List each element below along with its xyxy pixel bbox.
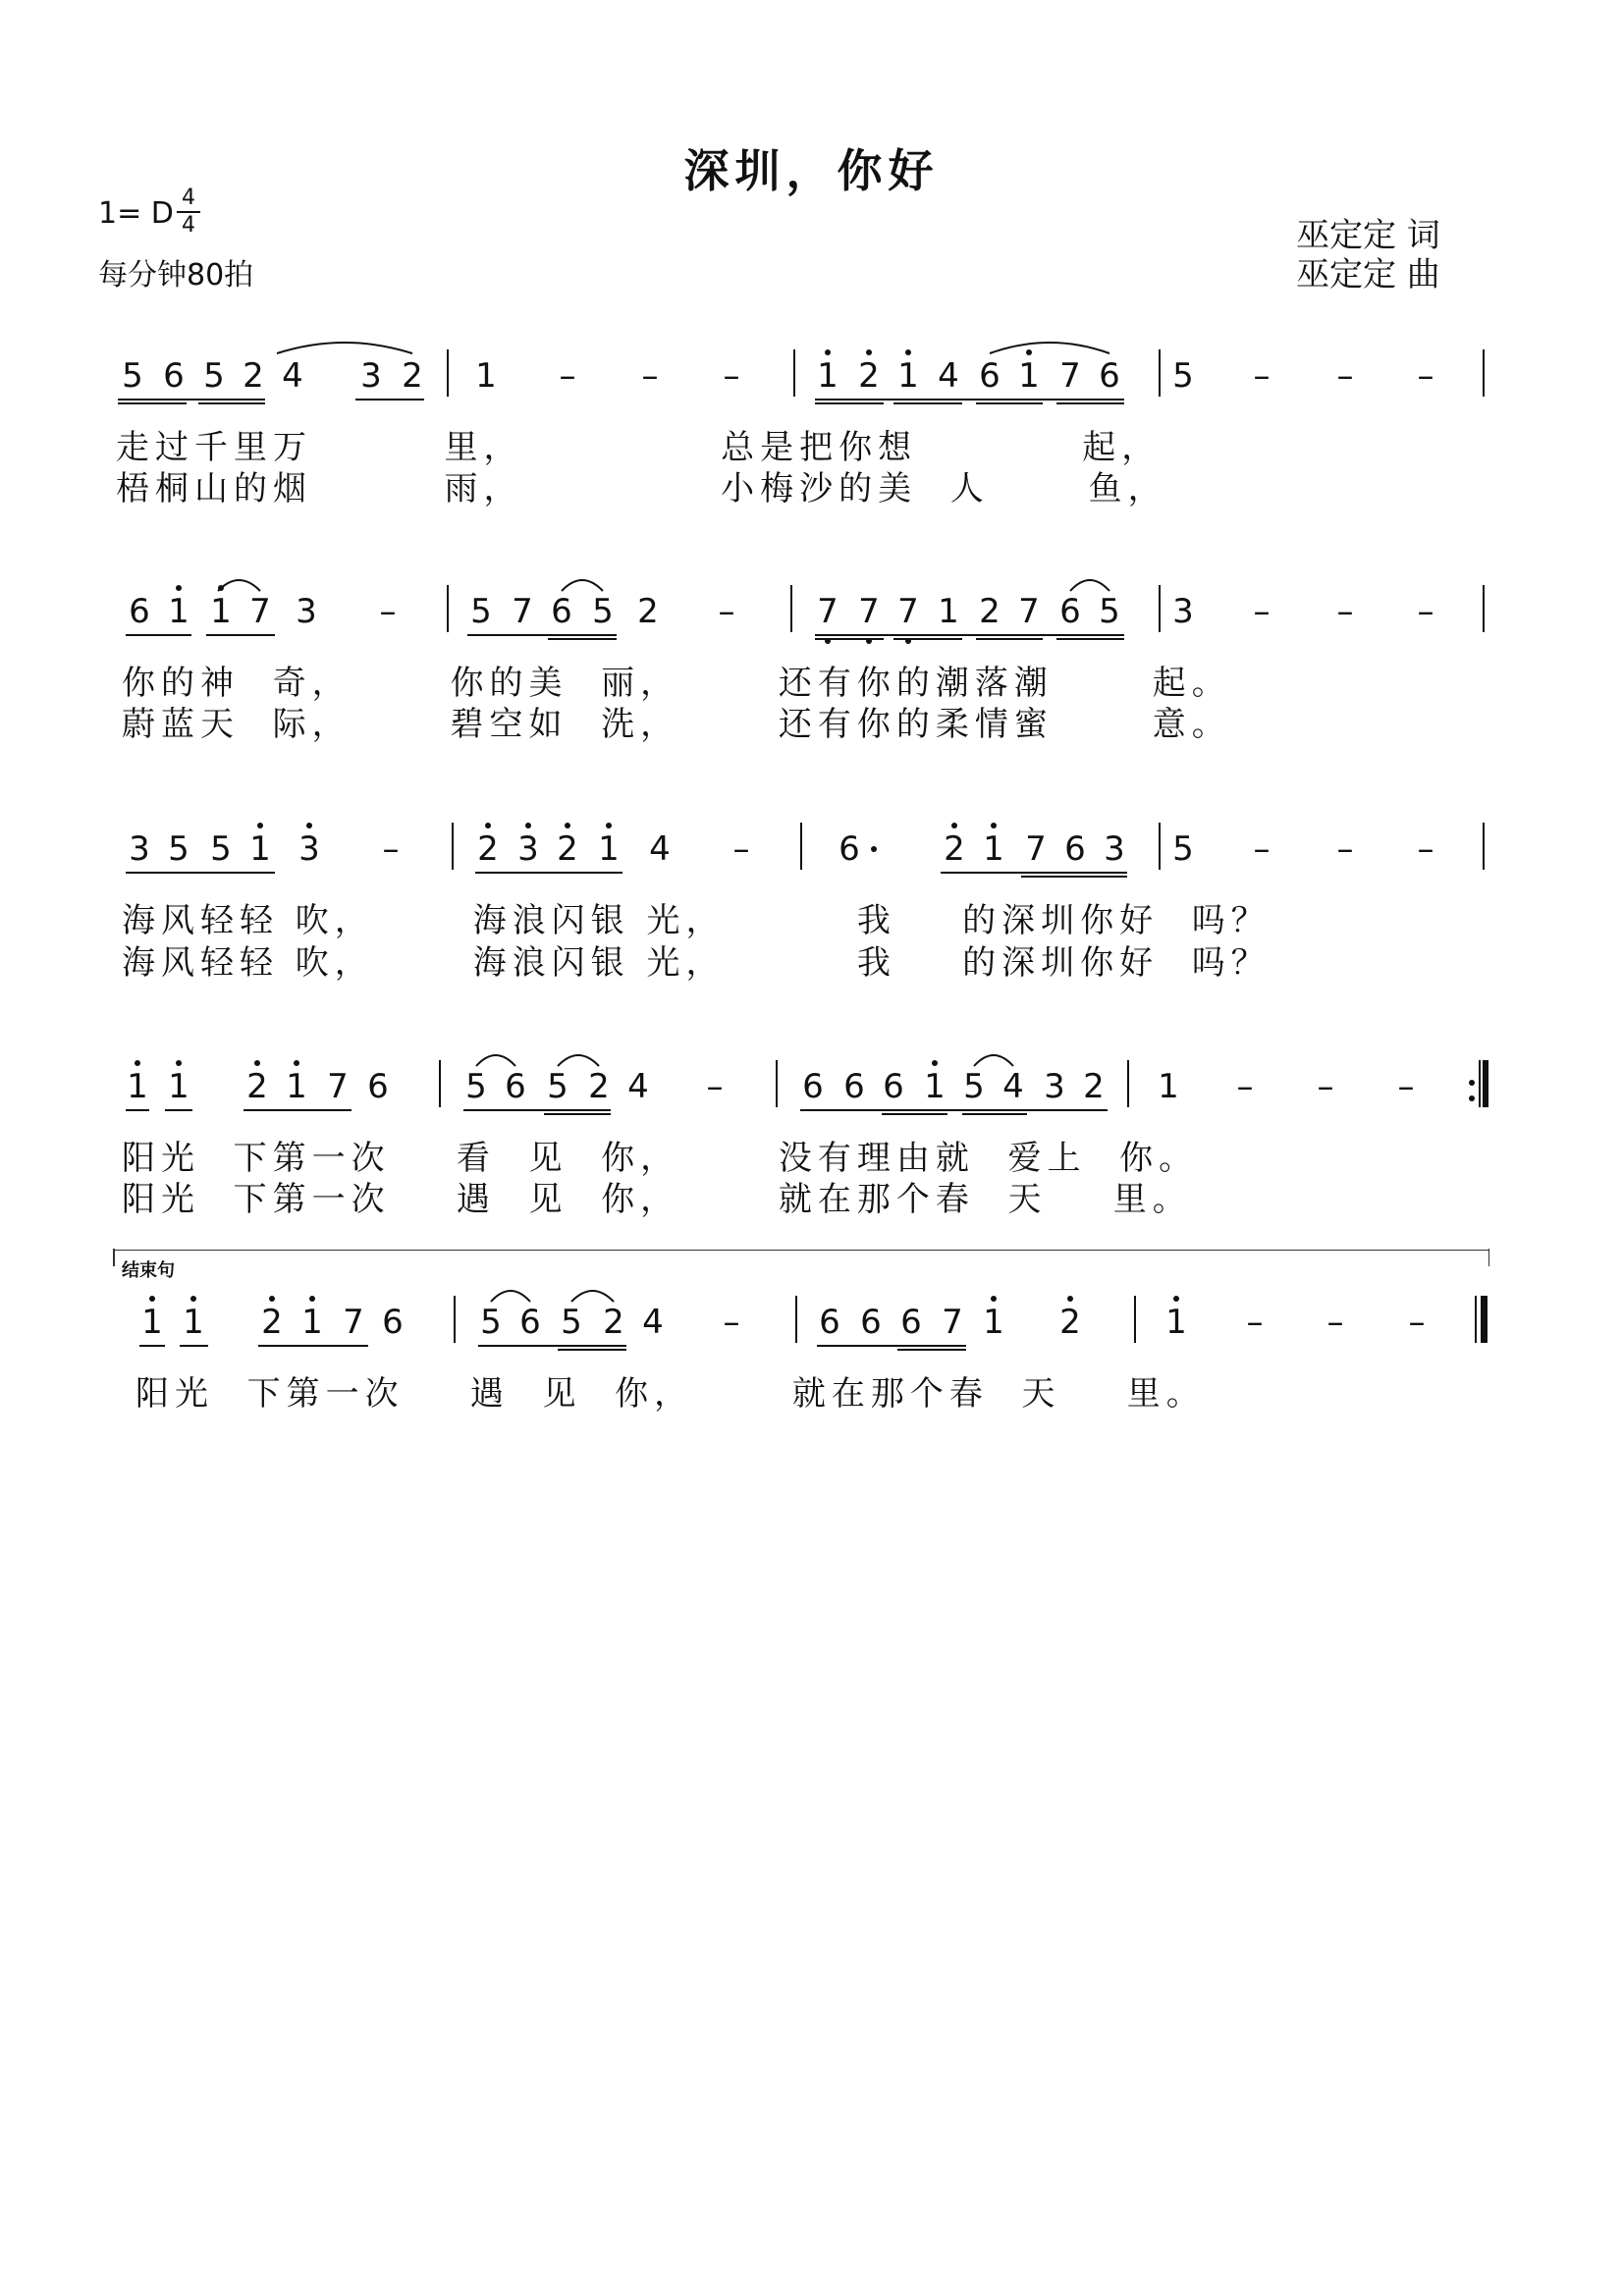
octave-dot (485, 823, 491, 828)
underline-beam (118, 402, 187, 404)
jianpu-note: 5 (561, 1303, 582, 1342)
jianpu-note: – (1236, 1067, 1254, 1106)
underline-beam (198, 402, 265, 404)
jianpu-note: 3 (129, 829, 150, 869)
jianpu-note: 6 (860, 1303, 882, 1342)
jianpu-note: 6 (505, 1067, 526, 1106)
jianpu-note: 7 (249, 592, 271, 631)
octave-dot (257, 823, 263, 828)
page-title: 深圳，你好 (683, 144, 940, 197)
jianpu-note: 3 (298, 829, 320, 869)
jianpu-note: 3 (296, 592, 317, 631)
jianpu-note: 1 (598, 829, 620, 869)
underline-beam (815, 638, 884, 640)
jianpu-note: – (1253, 829, 1271, 869)
barline (1159, 823, 1161, 870)
barline (790, 585, 792, 632)
lyric-line: 阳光 下第一次 遇 见 你， 就在那个春 天 里。 (135, 1374, 1206, 1414)
jianpu-note: – (718, 592, 735, 631)
jianpu-note: 5 (168, 829, 189, 869)
jianpu-note: 7 (1025, 829, 1047, 869)
underline-beam (1056, 638, 1124, 640)
jianpu-note: 5 (480, 1303, 502, 1342)
octave-dot (905, 349, 911, 355)
jianpu-note: 1 (141, 1303, 163, 1342)
jianpu-note: 3 (1044, 1067, 1065, 1106)
jianpu-note: 5 (1172, 356, 1194, 396)
underline-beam (544, 1113, 611, 1115)
underline-beam (882, 1113, 947, 1115)
jianpu-note: 4 (627, 1067, 649, 1106)
tempo-marking: 每分钟80拍 (98, 258, 254, 293)
jianpu-note: 1 (183, 1303, 204, 1342)
slur (990, 338, 1109, 355)
barline (1159, 585, 1161, 632)
octave-dot (951, 823, 957, 828)
jianpu-note: 2 (858, 356, 880, 396)
jianpu-note: 5 (963, 1067, 985, 1106)
jianpu-note: 7 (327, 1067, 349, 1106)
lyricist-credit: 巫定定 词 (1296, 216, 1440, 255)
barline (1483, 823, 1485, 870)
barline (447, 349, 449, 397)
jianpu-note: 7 (858, 592, 880, 631)
jianpu-note: – (1246, 1303, 1264, 1342)
jianpu-note: 6 (129, 592, 150, 631)
jianpu-note: 5 (1099, 592, 1120, 631)
barline (1475, 1296, 1477, 1343)
slur (491, 1286, 530, 1304)
jianpu-note: 5 (547, 1067, 568, 1106)
underline-beam (897, 1349, 966, 1351)
lyric-line: 阳光 下第一次 遇 见 你， 就在那个春 天 里。 (122, 1180, 1192, 1219)
jianpu-note: 6 (367, 1067, 389, 1106)
octave-dot (176, 1060, 182, 1066)
barline (439, 1060, 441, 1107)
jianpu-note: 6 (979, 356, 1001, 396)
jianpu-note: – (732, 829, 750, 869)
lyric-line: 蔚蓝天 际， 碧空如 洗， 还有你的柔情蜜 意。 (122, 705, 1231, 744)
octave-dot (294, 1060, 299, 1066)
underline-beam (126, 1109, 149, 1111)
jianpu-note: 2 (637, 592, 659, 631)
jianpu-note: 6 (551, 592, 572, 631)
time-signature-top: 4 (182, 186, 195, 210)
jianpu-note: 2 (402, 356, 423, 396)
underline-beam (206, 634, 275, 636)
octave-dot (149, 1296, 155, 1302)
final-barline (1481, 1296, 1488, 1343)
barline (776, 1060, 778, 1107)
jianpu-note: 1 (1018, 356, 1040, 396)
octave-dot (866, 349, 872, 355)
time-signature (177, 187, 200, 238)
jianpu-note: – (1417, 829, 1434, 869)
lyric-line: 阳光 下第一次 看 见 你， 没有理由就 爱上 你。 (122, 1139, 1199, 1178)
underline-beam (1056, 402, 1124, 404)
augmentation-dot (871, 846, 877, 852)
jianpu-note: 7 (1059, 356, 1081, 396)
underline-beam (180, 1345, 208, 1347)
underline-beam (478, 1345, 626, 1347)
jianpu-note: 6 (900, 1303, 922, 1342)
jianpu-note: 1 (168, 592, 189, 631)
jianpu-note: 2 (246, 1067, 268, 1106)
jianpu-note: 1 (301, 1303, 323, 1342)
jianpu-note: 1 (817, 356, 839, 396)
barline (454, 1296, 456, 1343)
jianpu-note: 1 (210, 592, 232, 631)
jianpu-note: 1 (286, 1067, 307, 1106)
jianpu-note: – (706, 1067, 724, 1106)
slur (571, 1286, 614, 1304)
jianpu-note: 4 (1002, 1067, 1024, 1106)
jianpu-note: 6 (802, 1067, 824, 1106)
jianpu-note: 2 (603, 1303, 624, 1342)
jianpu-note: 1 (924, 1067, 946, 1106)
jianpu-note: 7 (897, 592, 919, 631)
underline-beam (1021, 876, 1127, 878)
underline-beam (893, 402, 962, 404)
underline-beam (475, 872, 622, 874)
repeat-dot (1469, 1095, 1475, 1101)
jianpu-note: 1 (938, 592, 959, 631)
octave-dot (525, 823, 531, 828)
jianpu-note: – (1253, 356, 1271, 396)
jianpu-note: 4 (938, 356, 959, 396)
jianpu-note: 4 (649, 829, 671, 869)
jianpu-note: 5 (203, 356, 225, 396)
lyric-line: 海风轻轻 吹， 海浪闪银 光， 我 的深圳你好 吗？ (122, 901, 1271, 940)
jianpu-note: 6 (819, 1303, 840, 1342)
barline (1159, 349, 1161, 397)
jianpu-note: 2 (944, 829, 965, 869)
jianpu-note: 1 (475, 356, 497, 396)
octave-dot (309, 1296, 315, 1302)
jianpu-note: – (1326, 1303, 1344, 1342)
barline (452, 823, 454, 870)
ending-label: 结束句 (122, 1260, 175, 1281)
barline (1483, 585, 1485, 632)
underline-beam (243, 1109, 352, 1111)
jianpu-note: 6 (519, 1303, 541, 1342)
octave-dot (932, 1060, 938, 1066)
jianpu-note: – (1336, 829, 1354, 869)
octave-dot (606, 823, 612, 828)
underline-beam (893, 638, 962, 640)
jianpu-note: 1 (983, 1303, 1004, 1342)
barline (447, 585, 449, 632)
jianpu-note: 1 (168, 1067, 189, 1106)
underline-beam (976, 402, 1043, 404)
slur (974, 1050, 1013, 1068)
octave-dot (991, 1296, 997, 1302)
jianpu-note: 3 (1104, 829, 1125, 869)
jianpu-note: 2 (477, 829, 499, 869)
underline-beam (976, 638, 1043, 640)
jianpu-note: – (1408, 1303, 1426, 1342)
jianpu-note: 3 (1172, 592, 1194, 631)
slur (1070, 575, 1109, 593)
jianpu-note: – (382, 829, 400, 869)
jianpu-note: – (1336, 592, 1354, 631)
jianpu-note: 1 (1158, 1067, 1179, 1106)
jianpu-note: 2 (243, 356, 264, 396)
slur (558, 1050, 599, 1068)
underline-beam (815, 399, 1124, 400)
underline-beam (165, 1109, 192, 1111)
octave-dot (190, 1296, 196, 1302)
octave-dot (565, 823, 570, 828)
underline-beam (139, 1345, 165, 1347)
repeat-dot (1469, 1080, 1475, 1086)
barline (1127, 1060, 1129, 1107)
octave-dot (306, 823, 312, 828)
lyric-line: 你的神 奇， 你的美 丽， 还有你的潮落潮 起。 (122, 664, 1231, 703)
jianpu-note: 6 (382, 1303, 404, 1342)
slur (277, 338, 412, 355)
jianpu-note: – (1417, 356, 1434, 396)
jianpu-note: 6 (1059, 592, 1081, 631)
slur (476, 1050, 515, 1068)
jianpu-note: – (1317, 1067, 1334, 1106)
jianpu-note: 6 (883, 1067, 904, 1106)
barline (793, 349, 795, 397)
lyric-line: 梧桐山的烟 雨， 小梅沙的美 人 鱼， (116, 469, 1167, 508)
jianpu-note: 5 (122, 356, 143, 396)
composer-credit: 巫定定 曲 (1296, 255, 1440, 294)
octave-dot (269, 1296, 275, 1302)
jianpu-note: 6 (163, 356, 185, 396)
jianpu-note: 2 (1083, 1067, 1105, 1106)
underline-beam (463, 1109, 611, 1111)
octave-dot (825, 349, 831, 355)
barline (1479, 1060, 1481, 1107)
underline-beam (941, 872, 1127, 874)
barline (1483, 349, 1485, 397)
underline-beam (817, 1345, 966, 1347)
jianpu-note: 1 (983, 829, 1004, 869)
slur (562, 575, 603, 593)
jianpu-note: 7 (942, 1303, 963, 1342)
jianpu-note: 2 (588, 1067, 610, 1106)
jianpu-note: 3 (360, 356, 382, 396)
jianpu-note: 2 (261, 1303, 283, 1342)
jianpu-note: 2 (1059, 1303, 1081, 1342)
jianpu-note: 2 (979, 592, 1001, 631)
underline-beam (126, 872, 275, 874)
jianpu-note: – (641, 356, 659, 396)
jianpu-note: 5 (592, 592, 614, 631)
underline-beam (800, 1109, 1108, 1111)
jianpu-note: 6 (839, 829, 860, 869)
underline-beam (815, 402, 884, 404)
jianpu-note: 1 (127, 1067, 148, 1106)
barline (1134, 1296, 1136, 1343)
jianpu-note: – (559, 356, 576, 396)
jianpu-note: 7 (817, 592, 839, 631)
jianpu-note: 6 (843, 1067, 865, 1106)
jianpu-note: – (1336, 356, 1354, 396)
underline-beam (548, 638, 617, 640)
slur (218, 575, 260, 593)
jianpu-note: – (723, 356, 740, 396)
jianpu-note: 5 (465, 1067, 487, 1106)
jianpu-note: 3 (517, 829, 539, 869)
underline-beam (558, 1349, 626, 1351)
octave-dot (991, 823, 997, 828)
octave-dot (1173, 1296, 1179, 1302)
lyric-line: 海风轻轻 吹， 海浪闪银 光， 我 的深圳你好 吗？ (122, 943, 1271, 983)
underline-beam (258, 1345, 368, 1347)
jianpu-note: 5 (210, 829, 232, 869)
jianpu-note: 1 (1165, 1303, 1187, 1342)
jianpu-note: – (1253, 592, 1271, 631)
barline (795, 1296, 797, 1343)
underline-beam (467, 634, 617, 636)
jianpu-note: 7 (512, 592, 533, 631)
ending-bracket (114, 1250, 1488, 1251)
jianpu-note: 5 (470, 592, 492, 631)
underline-beam (815, 634, 1124, 636)
jianpu-note: 7 (343, 1303, 364, 1342)
jianpu-note: 2 (557, 829, 578, 869)
underline-beam (126, 634, 191, 636)
underline-beam (355, 399, 424, 400)
octave-dot (176, 585, 182, 591)
jianpu-note: 4 (642, 1303, 664, 1342)
underline-beam (962, 1113, 1027, 1115)
jianpu-note: 4 (282, 356, 303, 396)
barline (800, 823, 802, 870)
jianpu-note: 7 (1018, 592, 1040, 631)
jianpu-note: 1 (897, 356, 919, 396)
key-signature: 1= D (98, 196, 174, 231)
octave-dot (135, 1060, 140, 1066)
jianpu-note: 6 (1064, 829, 1086, 869)
jianpu-note: – (1397, 1067, 1415, 1106)
jianpu-note: – (1417, 592, 1434, 631)
final-barline (1483, 1060, 1488, 1107)
octave-dot (1067, 1296, 1073, 1302)
jianpu-note: – (379, 592, 397, 631)
jianpu-note: 5 (1172, 829, 1194, 869)
lyric-line: 走过千里万 里， 总是把你想 起， (116, 428, 1162, 467)
jianpu-note: 6 (1099, 356, 1120, 396)
jianpu-note: – (723, 1303, 740, 1342)
octave-dot (254, 1060, 260, 1066)
time-signature-bottom: 4 (182, 213, 195, 238)
jianpu-note: 1 (249, 829, 271, 869)
underline-beam (118, 399, 265, 400)
